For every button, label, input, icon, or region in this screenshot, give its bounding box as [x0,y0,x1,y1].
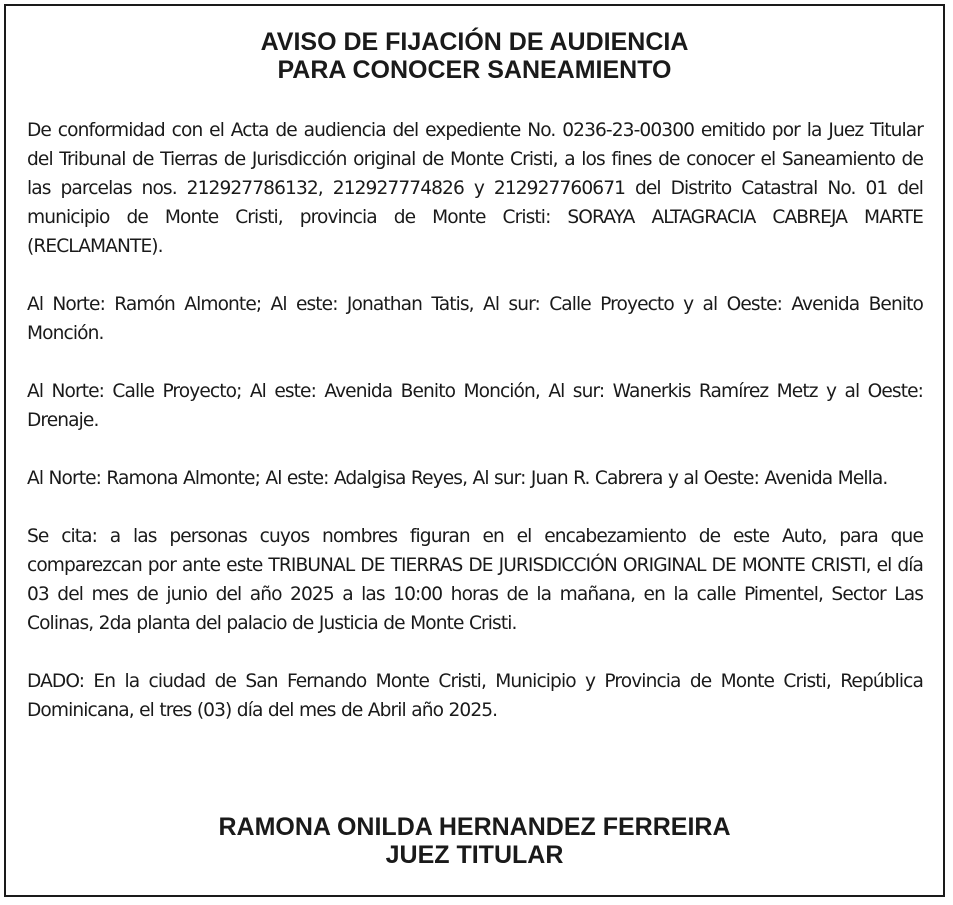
notice-title-line-1: AVISO DE FIJACIÓN DE AUDIENCIA [260,28,689,56]
paragraph-linderos-3: Al Norte: Ramona Almonte; Al este: Adalgisa Reyes, Al sur: Juan R. Cabrera y al Oeste: Avenida Mella. [27,468,888,489]
signature-role: JUEZ TITULAR [385,841,564,869]
notice-body [27,116,923,754]
paragraph-acta: De conformidad con el Acta de audiencia del expediente No. 0236-23-00300 emitido por la Juez Titular del Tribunal de Tierras de Jurisdicción original de Monte Cristi, a los fines de conocer el Saneamiento de las parcelas nos. 212927786132, 212927774826 y 212927760671 del Distrito Catastral No. 01 del municipio de Monte Cristi, provincia de Monte Cristi: SORAYA ALTAGRACIA CABREJA MARTE (RECLAMANTE). [27,120,923,257]
signature-name: RAMONA ONILDA HERNANDEZ FERREIRA [218,813,731,841]
paragraph-citacion: Se cita: a las personas cuyos nombres figuran en el encabezamiento de este Auto, para que comparezcan por ante este TRIBUNAL DE TIERRAS DE JURISDICCIÓN ORIGINAL DE MONTE CRISTI, el día 03 del mes de junio del año 2025 a las 10:00 horas de la mañana, en la calle Pimentel, Sector Las Colinas, 2da planta del palacio de Justicia de Monte Cristi. [27,526,923,634]
notice-frame [4,4,945,897]
notice-title [6,28,943,84]
paragraph-dado: DADO: En la ciudad de San Fernando Monte Cristi, Municipio y Provincia de Monte Cristi, República Dominicana, el tres (03) día del mes de Abril año 2025. [27,671,923,721]
paragraph-linderos-2: Al Norte: Calle Proyecto; Al este: Avenida Benito Monción, Al sur: Wanerkis Ramírez Metz y al Oeste: Drenaje. [27,381,923,431]
signature-block [6,813,943,869]
notice-title-line-2: PARA CONOCER SANEAMIENTO [277,56,672,84]
paragraph-linderos-1: Al Norte: Ramón Almonte; Al este: Jonathan Tatis, Al sur: Calle Proyecto y al Oeste: Avenida Benito Monción. [27,294,923,344]
